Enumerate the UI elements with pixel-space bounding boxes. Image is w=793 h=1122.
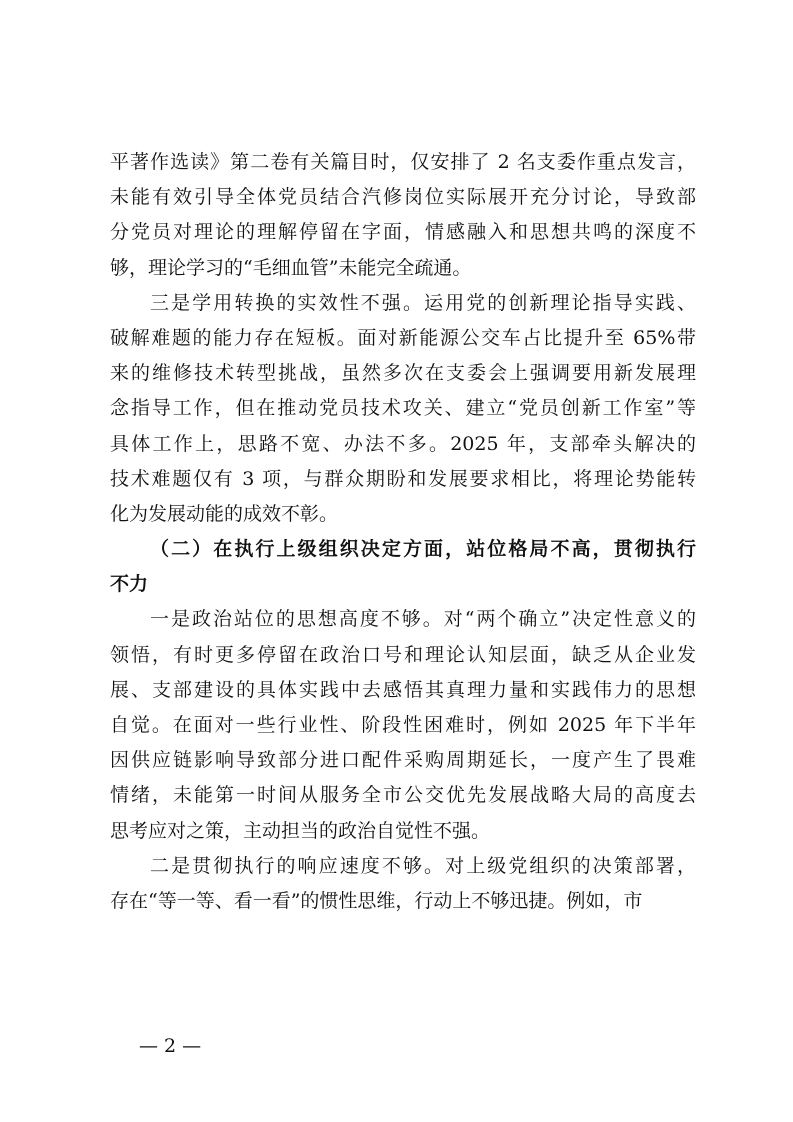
text-line: 来的维修技术转型挑战，虽然多次在支委会上强调要用新发展理 [110, 362, 696, 385]
text-line: 存在“等一等、看一看”的惯性思维，行动上不够迅捷。例如，市 [110, 889, 643, 912]
text-line: 平著作选读》第二卷有关篇目时，仅安排了 2 名支委作重点发言， [110, 151, 696, 173]
text-line: 技术难题仅有 3 项，与群众期盼和发展要求相比，将理论势能转 [110, 467, 696, 490]
paragraph-third [110, 286, 696, 532]
text-line: 因供应链影响导致部分进口配件采购周期延长，一度产生了畏难 [110, 749, 696, 772]
paragraph-study-gap [110, 145, 696, 286]
paragraph-second [110, 849, 696, 919]
text-line: 领悟，有时更多停留在政治口号和理论认知层面，缺乏从企业发 [110, 643, 696, 666]
text-line: 展、支部建设的具体实践中去感悟其真理力量和实践伟力的思想 [110, 678, 696, 701]
page-number: — 2 — [139, 1035, 202, 1057]
text-line: 具体工作上，思路不宽、办法不多。2025 年，支部牵头解决的 [110, 432, 696, 455]
text-line: 念指导工作，但在推动党员技术攻关、建立“党员创新工作室”等 [110, 397, 696, 420]
text-line: 够，理论学习的“毛细血管”未能完全疏通。 [110, 256, 472, 279]
text-line: （二）在执行上级组织决定方面，站位格局不高，贯彻执行 [150, 538, 696, 561]
text-line: 不力 [110, 573, 149, 596]
text-line: 思考应对之策，主动担当的政治自觉性不强。 [110, 819, 491, 842]
paragraph-heading-2 [110, 532, 696, 602]
text-line: 分党员对理论的理解停留在字面，情感融入和思想共鸣的深度不 [110, 221, 696, 244]
text-line: 破解难题的能力存在短板。面对新能源公交车占比提升至 65%带 [110, 326, 696, 349]
paragraph-first [110, 602, 696, 848]
text-line: 情绪，未能第一时间从服务全市公交优先发展战略大局的高度去 [110, 784, 696, 807]
text-line: 一是政治站位的思想高度不够。对“两个确立”决定性意义的 [150, 608, 696, 631]
text-line: 自觉。在面对一些行业性、阶段性困难时，例如 2025 年下半年 [110, 714, 696, 736]
document-body [110, 145, 696, 919]
text-line: 未能有效引导全体党员结合汽修岗位实际展开充分讨论，导致部 [110, 186, 696, 209]
text-line: 三是学用转换的实效性不强。运用党的创新理论指导实践、 [150, 291, 696, 314]
text-line: 化为发展动能的成效不彰。 [110, 502, 339, 525]
text-line: 二是贯彻执行的响应速度不够。对上级党组织的决策部署， [150, 854, 696, 877]
